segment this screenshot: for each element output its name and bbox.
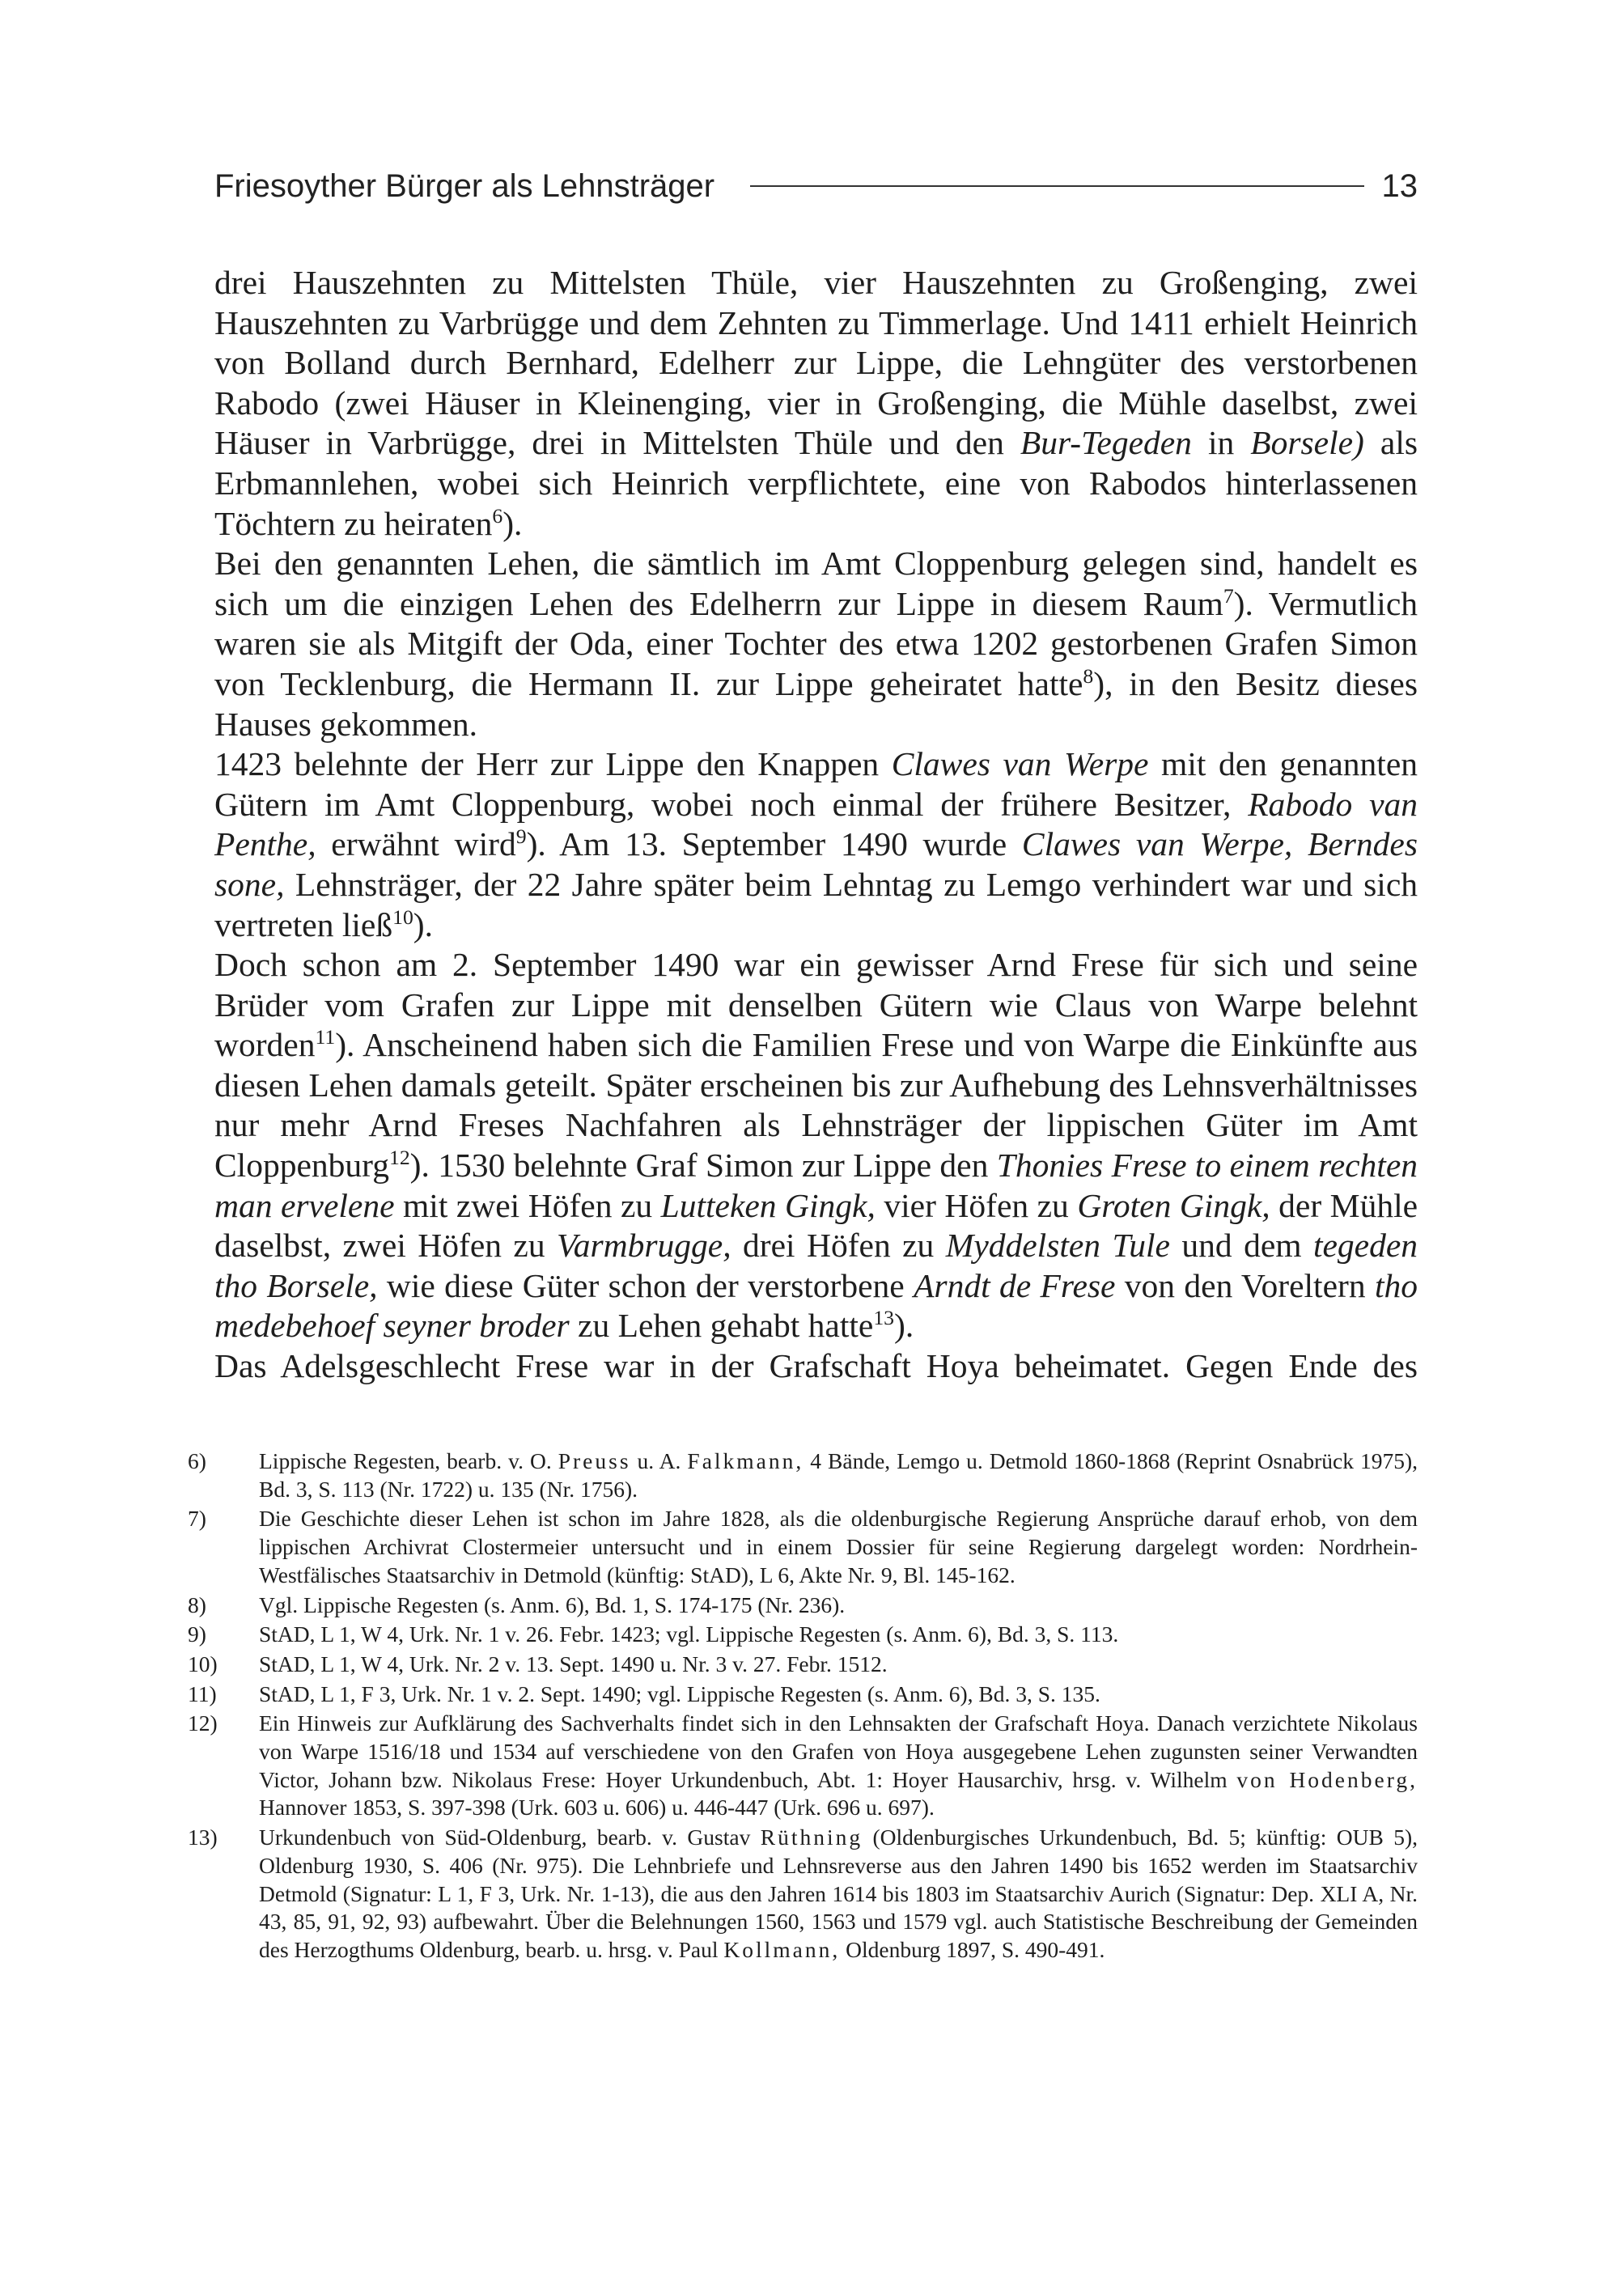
footnote-reference: 6 — [492, 503, 503, 528]
text-run: Vgl. Lippische Regesten (s. Anm. 6), Bd. 1, S. 174-175 (Nr. 236). — [259, 1592, 846, 1617]
footnote-reference: 11 — [315, 1025, 336, 1049]
text-run: drei Hauszehnten zu Mittelsten Thüle, vier Hauszehnten zu Großenging, zwei Hauszehnten zu Varbrügge und dem Zehnten zu Timmerlage. Und 1411 erhielt Heinrich von Bolland durch Bernhard, Edelherr zur Lippe, die Lehngüter des verstorbenen Rabodo (zwei Häuser in Kleinenging, vier in Großenging, die Mühle daselbst, zwei Häuser in Varbrügge, drei in Mittelsten Thüle und den — [214, 264, 1418, 462]
text-run: (Oldenburgisches Urkundenbuch, Bd. 5; künftig: OUB 5), Oldenburg 1930, S. 406 (Nr. 975). Die Lehnbriefe und Lehnsreverse aus den Jahren 1490 bis 1652 werden im Staatsarchiv Detmold (Signatur: L 1, F 3, Urk. Nr. 1-13), die aus den Jahren 1614 bis 1803 im Staatsarchiv Aurich (Signatur: Dep. XLI A, Nr. 43, 85, 91, 92, 93) aufbewahrt. Über die Belehnungen 1560, 1563 und 1579 vgl. auch Statistische Beschreibung der Gemeinden des Herzogthums Oldenburg, bearb. u. hrsg. v. Paul — [259, 1825, 1418, 1962]
footnote — [188, 1621, 1418, 1649]
footnote-reference: 7 — [1223, 583, 1234, 608]
footnote-text — [259, 1710, 1418, 1822]
text-run: zu Lehen gehabt hatte — [569, 1307, 874, 1345]
footnote-reference: 12 — [388, 1146, 410, 1170]
text-run: drei Höfen zu — [731, 1227, 946, 1265]
text-run: 1423 belehnte der Herr zur Lippe den Knappen — [214, 745, 892, 783]
text-run: in — [1191, 424, 1251, 462]
text-run: Lehnsträger, der 22 Jahre später beim Lehntag zu Lemgo verhindert war und sich vertreten ließ — [214, 865, 1418, 943]
text-run: StAD, L 1, W 4, Urk. Nr. 1 v. 26. Febr. 1423; vgl. Lippische Regesten (s. Anm. 6), Bd. 3, S. 113. — [259, 1621, 1119, 1647]
footnote-number: 9) — [188, 1621, 206, 1647]
footnote-number: 13) — [188, 1825, 218, 1850]
italic-text-run: tegeden tho Borsele, — [214, 1227, 1418, 1304]
footnote-reference: 9 — [515, 824, 527, 849]
text-run: ). — [894, 1307, 914, 1345]
italic-text-run: tho medebehoef seyner broder — [214, 1266, 1418, 1345]
text-run: Lippische Regesten, bearb. v. O. — [259, 1448, 558, 1473]
text-run: Urkundenbuch von Süd-Oldenburg, bearb. v. Gustav — [259, 1825, 761, 1850]
spaced-name-run: Rüthning — [760, 1825, 863, 1850]
footnote-text — [259, 1505, 1418, 1589]
footnote-number: 11) — [188, 1681, 217, 1706]
text-run: ). Anscheinend haben sich die Familien Frese und von Warpe die Einkünfte aus diesen Lehen damals geteilt. Später erscheinen bis zur Aufhebung des Lehnsverhältnisses nur mehr Arnd Freses Nachfahren als Lehnsträger der lippischen Güter im Amt Cloppenburg — [214, 1026, 1418, 1185]
footnote — [188, 1824, 1418, 1965]
footnote-number: 12) — [188, 1710, 218, 1736]
running-header — [214, 162, 1418, 210]
footnote — [188, 1681, 1418, 1709]
text-run: Hannover 1853, S. 397-398 (Urk. 603 u. 606) u. 446-447 (Urk. 696 u. 697). — [259, 1795, 935, 1820]
text-run: Das Adelsgeschlecht Frese war in der Grafschaft Hoya beheimatet. Gegen Ende des — [214, 1347, 1418, 1385]
spaced-name-run: Kollmann, — [723, 1936, 841, 1962]
italic-text-run: Varmbrugge, — [557, 1227, 731, 1265]
text-run: ). Am 13. September 1490 wurde — [526, 825, 1022, 863]
spaced-name-run: Falkmann, — [687, 1448, 804, 1473]
text-run: 4 Bände, Lemgo u. Detmold 1860-1868 (Reprint Osnabrück 1975), Bd. 3, S. 113 (Nr. 1722) u. 135 (Nr. 1756). — [259, 1448, 1418, 1502]
text-run: StAD, L 1, W 4, Urk. Nr. 2 v. 13. Sept. 1490 u. Nr. 3 v. 27. Febr. 1512. — [259, 1651, 888, 1676]
italic-text-run: Rabodo van Penthe, — [214, 785, 1418, 863]
text-run: und dem — [1169, 1227, 1313, 1265]
text-run: wie diese Güter schon der verstorbene — [377, 1266, 914, 1304]
italic-text-run: Bur-Tegeden — [1020, 424, 1192, 462]
running-header-title: Friesoyther Bürger als Lehnsträger — [214, 167, 715, 204]
footnote-text — [259, 1651, 1418, 1679]
text-run: StAD, L 1, F 3, Urk. Nr. 1 v. 2. Sept. 1490; vgl. Lippische Regesten (s. Anm. 6), Bd. 3, S. 135. — [259, 1681, 1100, 1706]
paragraph — [214, 544, 1418, 744]
text-run: vier Höfen zu — [875, 1186, 1078, 1224]
italic-text-run: Borsele) — [1250, 424, 1364, 462]
footnote — [188, 1505, 1418, 1589]
text-run: u. A. — [630, 1448, 688, 1473]
page-number: 13 — [1381, 167, 1418, 204]
footnote-text — [259, 1621, 1418, 1649]
footnote-reference: 10 — [392, 905, 413, 929]
footnote-number: 8) — [188, 1592, 206, 1617]
footnote-number: 10) — [188, 1651, 218, 1676]
header-rule — [750, 185, 1363, 187]
footnotes — [188, 1447, 1418, 1965]
text-run: ). 1530 belehnte Graf Simon zur Lippe den — [409, 1146, 997, 1185]
text-run: Doch schon am 2. September 1490 war ein gewisser Arnd Frese für sich und seine Brüder vom Grafen zur Lippe mit denselben Gütern wie Claus von Warpe belehnt worden — [214, 946, 1418, 1064]
text-run: von den Voreltern — [1115, 1266, 1375, 1304]
text-run: ). — [502, 504, 523, 542]
footnote — [188, 1710, 1418, 1822]
footnote-text — [259, 1681, 1418, 1709]
spaced-name-run: Preuss — [558, 1448, 631, 1473]
text-run: Oldenburg 1897, S. 490-491. — [840, 1936, 1105, 1962]
italic-text-run: Arndt de Frese — [914, 1266, 1116, 1304]
italic-text-run: Thonies Frese to einem rechten man ervelene — [214, 1146, 1418, 1224]
footnote — [188, 1447, 1418, 1503]
footnote-reference: 8 — [1083, 664, 1094, 689]
italic-text-run: Lutteken Gingk, — [660, 1186, 876, 1224]
footnote — [188, 1592, 1418, 1620]
main-text — [214, 263, 1418, 1387]
text-run: mit zwei Höfen zu — [394, 1186, 661, 1224]
italic-text-run: Clawes van Werpe, Berndes sone, — [214, 825, 1418, 903]
text-run: ). Vermutlich waren sie als Mitgift der Oda, einer Tochter des etwa 1202 gestorbenen Grafen Simon von Tecklenburg, die Hermann II. zur Lippe geheiratet hatte — [214, 584, 1418, 702]
italic-text-run: Clawes van Werpe — [891, 745, 1149, 783]
footnote-text — [259, 1447, 1418, 1503]
text-run: Ein Hinweis zur Aufklärung des Sachverhalts findet sich in den Lehnsakten der Grafschaft Hoya. Danach verzichtete Nikolaus von Warpe 1516/18 und 1534 auf verschiedene von den Grafen von Hoya ausgegebene Lehen zugunsten seiner Verwandten Victor, Johann bzw. Nikolaus Frese: Hoyer Urkundenbuch, Abt. 1: Hoyer Hausarchiv, hrsg. v. Wilhelm — [259, 1710, 1418, 1792]
text-run: ). — [413, 905, 433, 943]
text-run: Die Geschichte dieser Lehen ist schon im Jahre 1828, als die oldenburgische Regierung Ansprüche darauf erhob, von dem lippischen Archivrat Clostermeier untersucht und in einem Dossier für seine Regierung dargelegt worden: Nordrhein-Westfälisches Staatsarchiv in Detmold (künftig: StAD), L 6, Akte Nr. 9, Bl. 145-162. — [259, 1506, 1418, 1587]
footnote-text — [259, 1824, 1418, 1965]
italic-text-run: Groten Gingk, — [1077, 1186, 1270, 1224]
text-run: erwähnt wird — [316, 825, 516, 863]
footnote-number: 7) — [188, 1506, 206, 1532]
text-run: als Erbmannlehen, wobei sich Heinrich verpflichtete, eine von Rabodos hinterlassenen Töchtern zu heiraten — [214, 424, 1418, 542]
text-run: ), in den Besitz dieses Hauses gekommen. — [214, 664, 1418, 743]
paragraph — [214, 263, 1418, 544]
footnote — [188, 1651, 1418, 1679]
italic-text-run: Myddelsten Tule — [945, 1227, 1170, 1265]
footnote-number: 6) — [188, 1448, 206, 1473]
paragraph — [214, 945, 1418, 1346]
text-run: der Mühle daselbst, zwei Höfen zu — [214, 1186, 1418, 1265]
paragraph — [214, 1346, 1418, 1387]
text-run: mit den genannten Gütern im Amt Cloppenburg, wobei noch einmal der frühere Besitzer, — [214, 745, 1418, 823]
text-run: Bei den genannten Lehen, die sämtlich im Amt Cloppenburg gelegen sind, handelt es sich um die einzigen Lehen des Edelherrn zur Lippe in diesem Raum — [214, 545, 1418, 622]
spaced-name-run: von Hodenberg, — [1236, 1766, 1418, 1792]
footnote-text — [259, 1592, 1418, 1620]
footnote-reference: 13 — [873, 1306, 895, 1330]
paragraph — [214, 744, 1418, 945]
